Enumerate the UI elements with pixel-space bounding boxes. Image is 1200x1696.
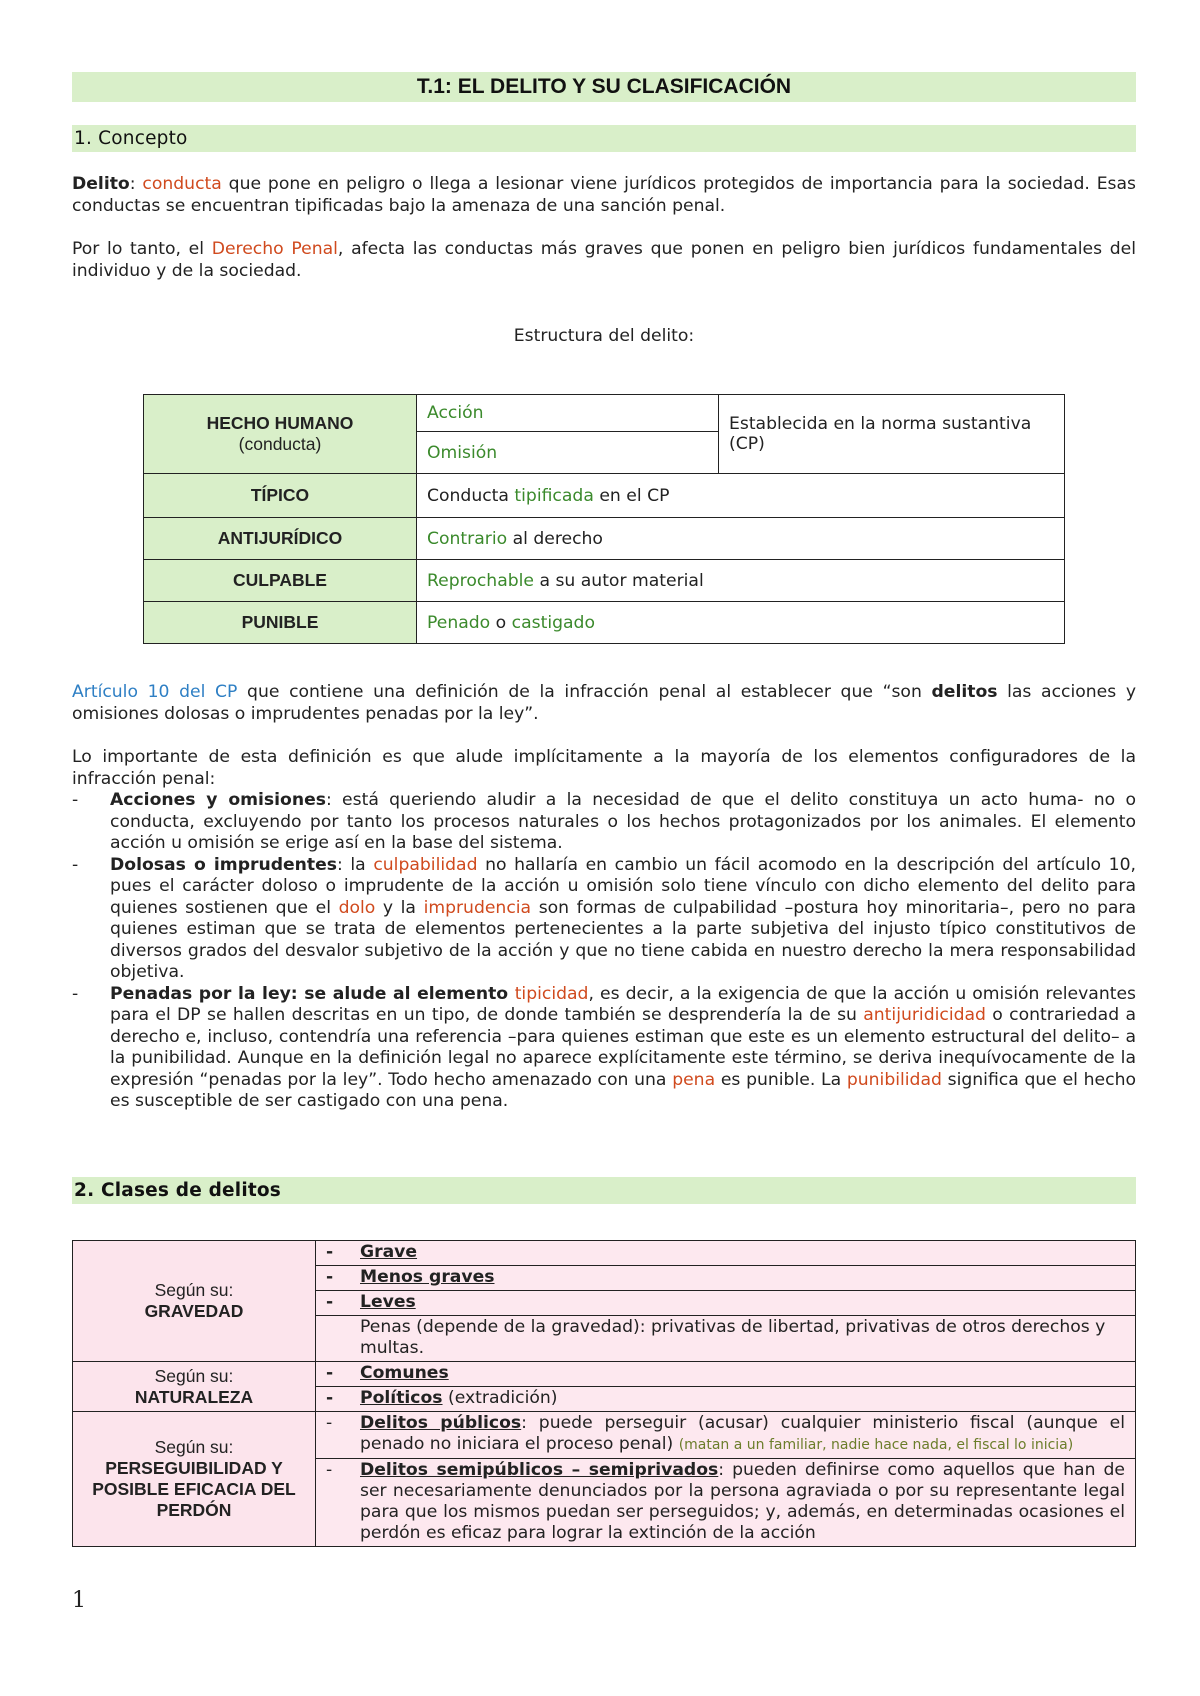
gravedad-penas: Penas (depende de la gravedad): privativas de libertad, privativas de otros derechos y multas. xyxy=(316,1316,1136,1362)
section-heading-concepto: 1. Concepto xyxy=(72,125,1136,152)
section-heading-clases: 2. Clases de delitos xyxy=(72,1177,1136,1204)
elements-list xyxy=(72,790,1136,1113)
culpable-label: CULPABLE xyxy=(144,560,417,602)
gravedad-item-grave: - Grave xyxy=(316,1241,1136,1266)
paragraph-derecho-penal: Por lo tanto, el Derecho Penal, afecta las conductas más graves que ponen en peligro bien jurídicos fundamentales del individuo y de la sociedad. xyxy=(72,239,1137,281)
paragraph-lo-importante: Lo importante de esta definición es que alude implícitamente a la mayoría de los elementos configuradores de la infracción penal: xyxy=(72,747,1136,789)
page-continued xyxy=(72,682,1136,1204)
clases-table xyxy=(72,1240,1136,1547)
page xyxy=(72,72,1136,347)
naturaleza-item-comunes: - Comunes xyxy=(316,1362,1136,1387)
tipico-label: TÍPICO xyxy=(144,474,417,518)
tipico-cell: Conducta tipificada en el CP xyxy=(417,474,1065,518)
culpable-cell: Reprochable a su autor material xyxy=(417,560,1065,602)
accion-cell: Acción xyxy=(417,395,719,432)
punible-label: PUNIBLE xyxy=(144,602,417,644)
norma-cell: Establecida en la norma sustantiva (CP) xyxy=(719,395,1065,474)
structure-caption: Estructura del delito: xyxy=(513,326,695,346)
gravedad-item-menos-graves: - Menos graves xyxy=(316,1266,1136,1291)
perseguibilidad-label: Según su: PERSEGUIBILIDAD Y POSIBLE EFICACIA DEL PERDÓN xyxy=(73,1412,316,1547)
naturaleza-item-politicos: - Políticos (extradición) xyxy=(316,1387,1136,1412)
gravedad-label: Según su: GRAVEDAD xyxy=(73,1241,316,1362)
punible-cell: Penado o castigado xyxy=(417,602,1065,644)
paragraph-delito-definition: Delito: conducta que pone en peligro o llega a lesionar viene jurídicos protegidos de importancia para la sociedad. Esas conductas se encuentran tipificadas bajo la amenaza de una sanción penal. xyxy=(72,174,1136,216)
list-item: - Penadas por la ley: se alude al elemento tipicidad, es decir, a la exigencia de que la acción u omisión relevantes para el DP se hallen descritas en un tipo, de donde también se desprendería la de su antijuridicidad o contrariedad a derecho e, incluso, contendría una referencia –para quienes estiman que este es un elemento estructural del delito– a la punibilidad. Aunque en la definición legal no aparece explícitamente este término, se deriva inequívocamente de la expresión “penadas por la ley”. Todo hecho amenazado con una pena es punible. La punibilidad significa que el hecho es susceptible de ser castigado con una pena. xyxy=(72,983,1136,1111)
page-number: 1 xyxy=(72,1588,86,1613)
omision-cell: Omisión xyxy=(417,432,719,474)
hecho-humano-label: HECHO HUMANO (conducta) xyxy=(144,395,417,474)
paragraph-articulo-10: Artículo 10 del CP que contiene una definición de la infracción penal al establecer que “son delitos las acciones y omisiones dolosas o imprudentes penadas por la ley”. xyxy=(72,682,1136,724)
naturaleza-label: Según su: NATURALEZA xyxy=(73,1362,316,1412)
list-item: - Dolosas o imprudentes: la culpabilidad no hallaría en cambio un fácil acomodo en la descripción del artículo 10, pues el carácter doloso o imprudente de la acción u omisión solo tiene vínculo con dicho elemento del delito para quienes sostienen que el dolo y la imprudencia son formas de culpabilidad –postura hoy minoritaria–, pero no para quienes estiman que se trata de elementos pertenecientes a la parte subjetiva del injusto típico constitutivos de diversos grados del desvalor subjetivo de la acción y que no tiene cabida en nuestro derecho la mera responsabilidad objetiva. xyxy=(72,854,1137,982)
perseguibilidad-item-semipublicos: - Delitos semipúblicos – semiprivados: pueden definirse como aquellos que han de ser necesariamente denunciados por la persona agraviada o por su representante legal para que los mismos puedan ser perseguidos; y, además, en determinadas ocasiones el perdón es eficaz para lograr la extinción de la acción xyxy=(316,1459,1136,1547)
perseguibilidad-item-publicos: - Delitos públicos: puede perseguir (acusar) cualquier ministerio fiscal (aunque el penado no iniciara el proceso penal) (matan a un familiar, nadie hace nada, el fiscal lo inicia) xyxy=(316,1412,1136,1459)
antijuridico-label: ANTIJURÍDICO xyxy=(144,518,417,560)
list-item: - Acciones y omisiones: está queriendo aludir a la necesidad de que el delito constituya un acto huma- no o conducta, excluyendo por tanto los procesos naturales o los hechos protagonizados por los animales. El elemento acción u omisión se erige así en la base del sistema. xyxy=(72,790,1136,853)
antijuridico-cell: Contrario al derecho xyxy=(417,518,1065,560)
structure-table xyxy=(143,394,1065,644)
gravedad-item-leves: - Leves xyxy=(316,1291,1136,1316)
document-title: T.1: EL DELITO Y SU CLASIFICACIÓN xyxy=(72,72,1136,102)
